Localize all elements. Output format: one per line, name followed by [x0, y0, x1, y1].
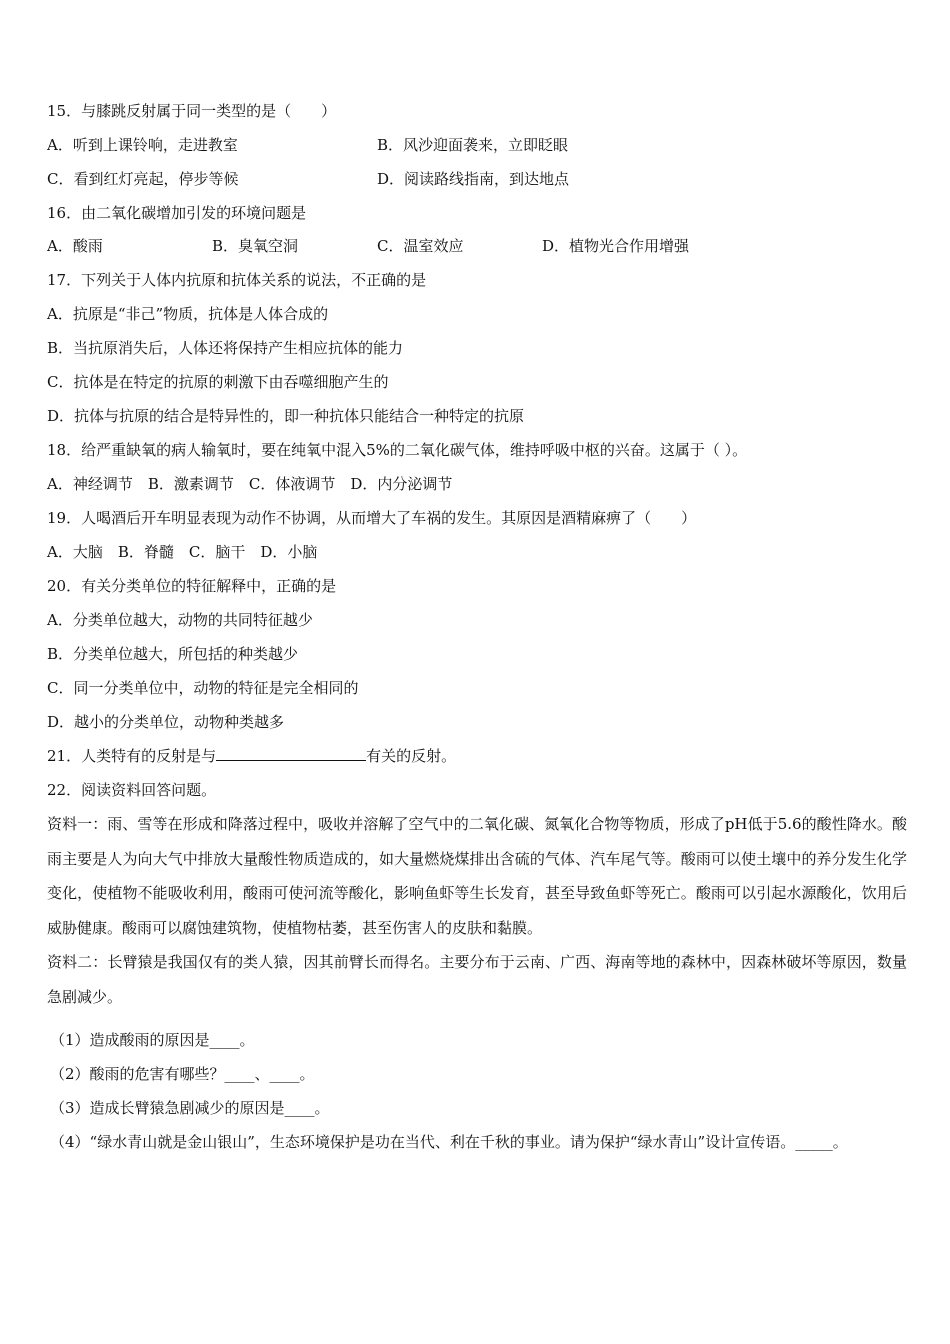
q21-answer-blank	[216, 746, 366, 761]
q20-option-b: B．分类单位越大，所包括的种类越少	[47, 645, 299, 663]
q20-option-d: D．越小的分类单位，动物种类越多	[47, 713, 285, 731]
q22-stem: 22．阅读资料回答问题。	[47, 781, 217, 799]
q18-options: A．神经调节 B．激素调节 C．体液调节 D．内分泌调节	[47, 475, 453, 493]
q15-option-c: C．看到红灯亮起，停步等候	[47, 170, 239, 188]
q21-stem	[47, 746, 456, 766]
q15-option-b: B．风沙迎面袭来，立即眨眼	[377, 136, 569, 154]
q19-options: A．大脑 B．脊髓 C．脑干 D．小脑	[47, 543, 318, 561]
q15-option-d: D．阅读路线指南，到达地点	[377, 170, 570, 188]
q19-stem: 19．人喝酒后开车明显表现为动作不协调，从而增大了车祸的发生。其原因是酒精麻痹了（ ）	[47, 509, 697, 527]
q15-options-row2	[47, 169, 907, 189]
q22-material-1: 资料一：雨、雪等在形成和降落过程中，吸收并溶解了空气中的二氧化碳、氮氧化合物等物质，形成了pH低于5.6的酸性降水。酸雨主要是人为向大气中排放大量酸性物质造成的，如大量燃烧煤排出含硫的气体、汽车尾气等。酸雨可以使土壤中的养分发生化学变化，使植物不能吸收利用，酸雨可使河流等酸化，影响鱼虾等生长发育，甚至导致鱼虾等死亡。酸雨可以引起水源酸化，饮用后威胁健康。酸雨可以腐蚀建筑物，使植物枯萎，甚至伤害人的皮肤和黏膜。	[47, 815, 907, 937]
q21-prefix: 21．人类特有的反射是与	[47, 747, 217, 765]
q18-stem: 18．给严重缺氧的病人输氧时，要在纯氧中混入5%的二氧化碳气体，维持呼吸中枢的兴奋。这属于（ ）。	[47, 441, 748, 459]
q16-option-a: A．酸雨	[47, 237, 103, 255]
q15-option-a: A．听到上课铃响，走进教室	[47, 136, 238, 154]
q20-stem: 20．有关分类单位的特征解释中，正确的是	[47, 577, 337, 595]
q22-sub-question-3: （3）造成长臂猿急剧减少的原因是____。	[50, 1099, 330, 1117]
q17-option-b: B．当抗原消失后，人体还将保持产生相应抗体的能力	[47, 339, 404, 357]
q22-material-2: 资料二：长臂猿是我国仅有的类人猿，因其前臂长而得名。主要分布于云南、广西、海南等地的森林中，因森林破坏等原因，数量急剧减少。	[47, 953, 907, 1006]
q21-suffix: 有关的反射。	[366, 747, 457, 765]
q20-option-a: A．分类单位越大，动物的共同特征越少	[47, 611, 313, 629]
q20-option-c: C．同一分类单位中，动物的特征是完全相同的	[47, 679, 359, 697]
q17-option-d: D．抗体与抗原的结合是特异性的，即一种抗体只能结合一种特定的抗原	[47, 407, 525, 425]
q17-option-a: A．抗原是“非己”物质，抗体是人体合成的	[47, 305, 329, 323]
q16-option-d: D．植物光合作用增强	[542, 237, 690, 255]
q22-sub-question-2: （2）酸雨的危害有哪些？____、____。	[50, 1065, 315, 1083]
q15-options-row1	[47, 135, 907, 155]
q17-stem: 17．下列关于人体内抗原和抗体关系的说法，不正确的是	[47, 271, 427, 289]
q16-option-c: C．温室效应	[377, 237, 464, 255]
q22-sub-question-1: （1）造成酸雨的原因是____。	[50, 1031, 255, 1049]
q16-option-b: B．臭氧空洞	[212, 237, 299, 255]
q17-option-c: C．抗体是在特定的抗原的刺激下由吞噬细胞产生的	[47, 373, 389, 391]
q22-sub-question-4: （4）“绿水青山就是金山银山”，生态环境保护是功在当代、利在千秋的事业。请为保护“绿水青山”设计宣传语。_____。	[50, 1133, 848, 1151]
q15-stem: 15．与膝跳反射属于同一类型的是（ ）	[47, 102, 337, 120]
q16-stem: 16．由二氧化碳增加引发的环境问题是	[47, 204, 307, 222]
q16-options-row	[47, 236, 907, 256]
